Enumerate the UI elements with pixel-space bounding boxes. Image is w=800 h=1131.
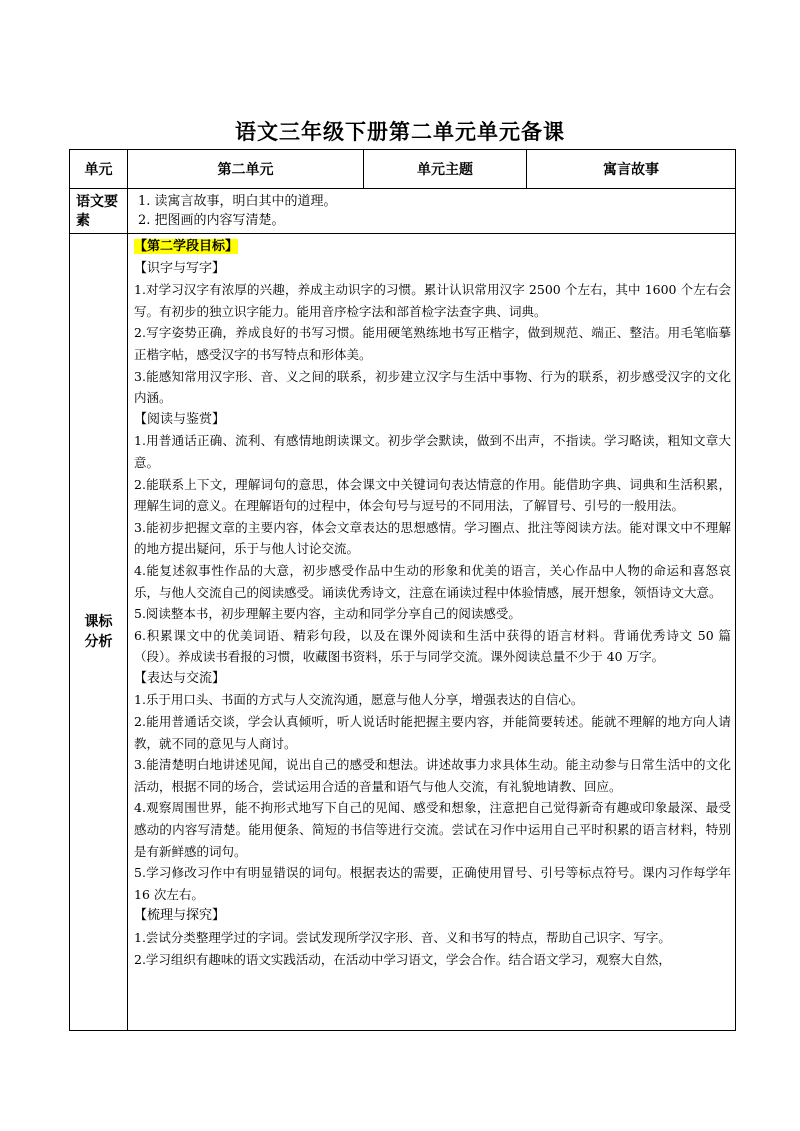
- standard-item: 5.阅读整本书，初步理解主要内容，主动和同学分享自己的阅读感受。: [134, 606, 521, 622]
- standard-item: 1.对学习汉字有浓厚的兴趣，养成主动识字的习惯。累计认识常用汉字 2500 个左右，其中 1600 个左右会写。有初步的独立识字能力。能用音序检字法和部首检字法查字典、词典。: [134, 282, 731, 319]
- standard-item: 1.尝试分类整理学过的字词。尝试发现所学汉字形、音、义和书写的特点，帮助自己识字、写字。: [134, 930, 671, 945]
- requirements-content: [128, 189, 736, 234]
- requirement-item: 2. 把图画的内容写清楚。: [138, 213, 285, 228]
- requirements-label: 语文要素: [70, 189, 128, 234]
- standards-label: [70, 234, 128, 1031]
- standards-content: [128, 234, 736, 1031]
- standard-item: 4.能复述叙事性作品的大意，初步感受作品中生动的形象和优美的语言，关心作品中人物的命运和喜怒哀乐，与他人交流自己的阅读感受。诵读优秀诗文，注意在诵读过程中体验情感，展开想象，领悟诗文大意。: [134, 562, 731, 600]
- stage-title-highlight: 【第二学段目标】: [134, 239, 239, 254]
- standards-label-line1: 课标: [84, 614, 113, 630]
- standard-item: 1.乐于用口头、书面的方式与人交流沟通，愿意与他人分享，增强表达的自信心。: [134, 692, 584, 708]
- page-title: 语文三年级下册第二单元单元备课: [235, 120, 565, 144]
- standard-item: 1.用普通话正确、流利、有感情地朗读课文。初步学会默读，做到不出声，不指读。学习略读，粗知文章大意。: [134, 433, 731, 470]
- section-heading: 【阅读与鉴赏】: [134, 411, 226, 427]
- standard-item: 2.学习组织有趣味的语文实践活动，在活动中学习语文，学会合作。结合语文学习，观察大自然，: [134, 951, 671, 967]
- section-heading: 【识字与写字】: [134, 260, 226, 276]
- standard-item: 3.能感知常用汉字形、音、义之间的联系，初步建立汉字与生活中事物、行为的联系，初步感受汉字的文化内涵。: [134, 368, 731, 406]
- standard-item: 5.学习修改习作中有明显错误的词句。根据表达的需要，正确使用冒号、引号等标点符号。课内习作每学年 16 次左右。: [134, 865, 731, 902]
- header-row: [70, 150, 736, 189]
- unit-label: 单元: [70, 150, 128, 189]
- theme-label: 单元主题: [364, 150, 527, 189]
- section-heading: 【梳理与探究】: [134, 908, 226, 924]
- section-heading: 【表达与交流】: [134, 670, 226, 686]
- standard-item: 2.写字姿势正确，养成良好的书写习惯。能用硬笔熟练地书写正楷字，做到规范、端正、整洁。用毛笔临摹正楷字帖，感受汉字的书写特点和形体美。: [134, 325, 731, 362]
- standard-item: 3.能清楚明白地讲述见闻，说出自己的感受和想法。讲述故事力求具体生动。能主动参与日常生活中的文化活动，根据不同的场合，尝试运用合适的音量和语气与他人交流，有礼貌地请教、回应。: [134, 757, 731, 794]
- standard-item: 3.能初步把握文章的主要内容，体会文章表达的思想感情。学习圈点、批注等阅读方法。能对课文中不理解的地方提出疑问，乐于与他人讨论交流。: [134, 519, 731, 557]
- standard-item: 2.能联系上下文，理解词句的意思，体会课文中关键词句表达情意的作用。能借助字典、词典和生活积累，理解生词的意义。在理解语句的过程中，体会句号与逗号的不同用法，了解冒号、引号的一般用法。: [134, 476, 731, 514]
- requirement-item: 1. 读寓言故事，明白其中的道理。: [138, 194, 337, 209]
- theme-value: 寓言故事: [527, 150, 736, 189]
- unit-value: 第二单元: [128, 150, 364, 189]
- standards-row: [70, 234, 736, 1031]
- unit-plan-table: [69, 149, 736, 1031]
- requirements-row: [70, 189, 736, 234]
- standards-label-line2: 分析: [84, 634, 113, 650]
- standard-item: 6.积累课文中的优美词语、精彩句段，以及在课外阅读和生活中获得的语言材料。背诵优秀诗文 50 篇（段）。养成读书看报的习惯，收藏图书资料，乐于与同学交流。课外阅读总量不少于 40 万字。: [134, 627, 731, 665]
- standards-body: [134, 235, 731, 1030]
- standard-item: 2.能用普通话交谈，学会认真倾听，听人说话时能把握主要内容，并能简要转述。能就不理解的地方向人请教，就不同的意见与人商讨。: [134, 714, 731, 751]
- standard-item: 4.观察周围世界，能不拘形式地写下自己的见闻、感受和想象，注意把自己觉得新奇有趣或印象最深、最受感动的内容写清楚。能用便条、简短的书信等进行交流。尝试在习作中运用自己平时积累的语言材料，特别是有新鲜感的词句。: [134, 800, 731, 859]
